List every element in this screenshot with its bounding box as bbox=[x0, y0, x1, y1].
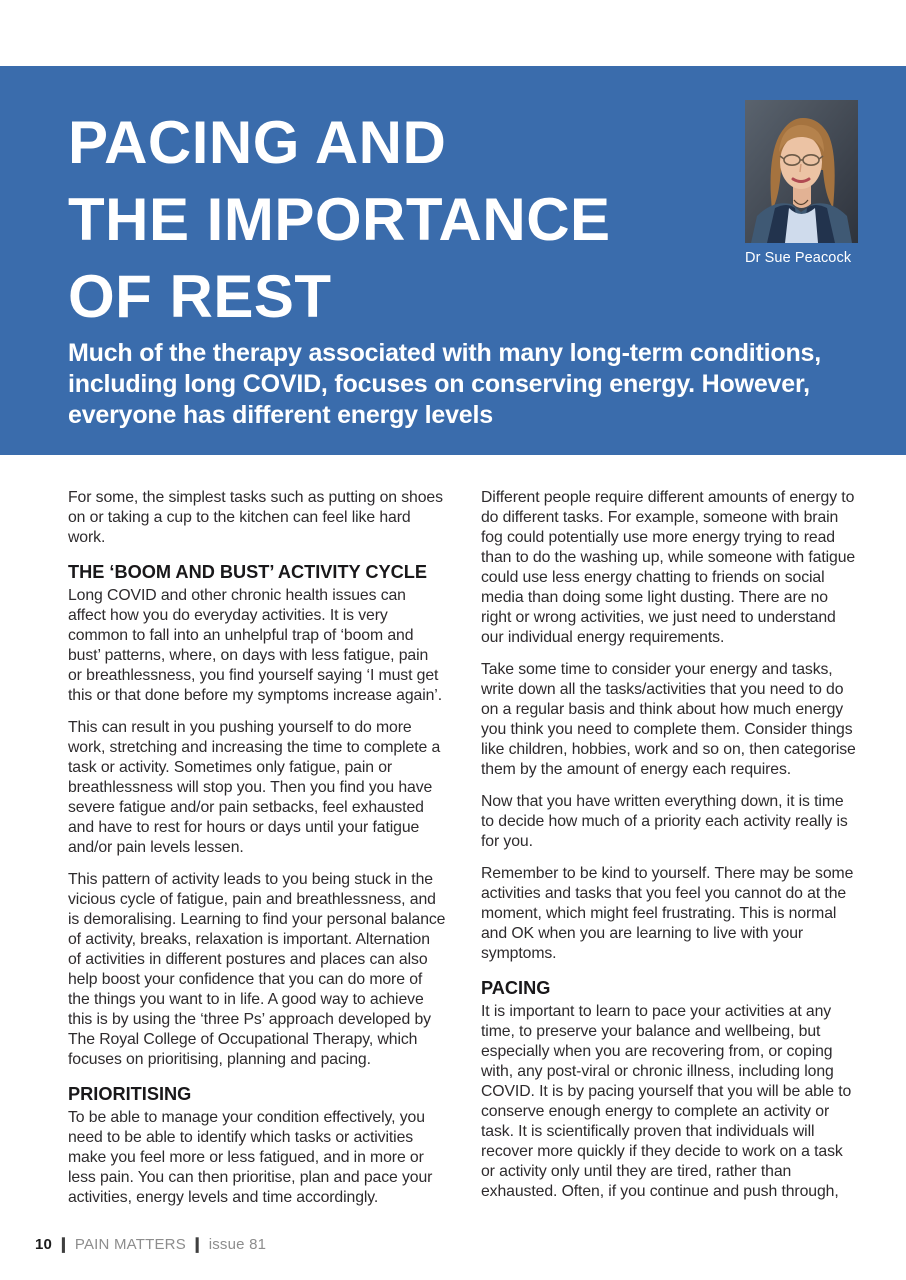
paragraph: Take some time to consider your energy and tasks, write down all the tasks/activities that you need to do on a regular basis and think about how much energy you think you need to complete them. Consider things like children, hobbies, work and so on, then categorise them by the amount of energy each requires. bbox=[481, 661, 856, 778]
paragraph: This pattern of activity leads to you being stuck in the vicious cycle of fatigue, pain and breathlessness, and is demoralising. Learning to find your personal balance of activity, breaks, relaxation is important. Alternation of activities in different postures and places can also help boost your confidence that you can do more of the things you want to in life. A good way to achieve this is by using the ‘three Ps’ approach developed by The Royal College of Occupational Therapy, which focuses on prioritising, planning and pacing. bbox=[68, 871, 446, 1068]
page-title bbox=[68, 104, 611, 335]
title-line-1: PACING AND bbox=[68, 109, 447, 176]
paragraph: For some, the simplest tasks such as putting on shoes on or taking a cup to the kitchen can feel like hard work. bbox=[68, 489, 443, 546]
paragraph: This can result in you pushing yourself to do more work, stretching and increasing the time to complete a task or activity. Sometimes only fatigue, pain or breathlessness will stop you. Then you find you have severe fatigue and/or pain setbacks, feel exhausted and have to rest for hours or days until your fatigue and/or pain levels lessen. bbox=[68, 719, 441, 856]
paragraph: It is important to learn to pace your activities at any time, to preserve your balance and wellbeing, but especially when you are recovering from, or coping with, any post-viral or chronic illness, including long COVID. It is by pacing yourself that you will be able to conserve enough energy to complete an activity or task. It is scientifically proven that individuals will recover more quickly if they decide to work on a task or activity only until they are tired, rather than exhausted. Often, if you continue and push through, bbox=[481, 1003, 852, 1200]
article-column-right bbox=[481, 488, 859, 1214]
article-column-left bbox=[68, 488, 446, 1220]
footer-separator-icon: ❙ bbox=[190, 1236, 204, 1253]
footer-separator-icon: ❙ bbox=[57, 1236, 70, 1253]
paragraph: To be able to manage your condition effectively, you need to be able to identify which tasks or activities make you feel more or less fatigued, and in more or less pain. You can then prioritise, plan and pace your activities, energy levels and time accordingly. bbox=[68, 1109, 433, 1206]
paragraph: Remember to be kind to yourself. There may be some activities and tasks that you feel you cannot do at the moment, which might feel frustrating. This is normal and OK when you are learning to live with your symptoms. bbox=[481, 865, 854, 962]
header-banner bbox=[0, 66, 906, 455]
paragraph: Different people require different amounts of energy to do different tasks. For example, someone with brain fog could potentially use more energy trying to read than to do the washing up, while someone with fatigue could use less energy chatting to friends on social media than doing some light dusting. There are no right or wrong activities, we just need to understand our individual energy requirements. bbox=[481, 489, 856, 646]
paragraph: Long COVID and other chronic health issues can affect how you do everyday activities. It is very common to fall into an unhelpful trap of ‘boom and bust’ patterns, where, on days with less fatigue, pain or breathlessness, you find yourself saying ‘I must get this or that done before my symptoms increase again’. bbox=[68, 587, 443, 704]
author-photo-block bbox=[745, 100, 858, 267]
issue-label: issue 81 bbox=[208, 1236, 267, 1253]
standfirst: Much of the therapy associated with many long-term conditions, including long COVID, focuses on conserving energy. However, everyone has different energy levels bbox=[68, 339, 821, 429]
section-heading-prioritising: PRIORITISING bbox=[68, 1084, 192, 1104]
paragraph: Now that you have written everything down, it is time to decide how much of a priority each activity really is for you. bbox=[481, 793, 848, 850]
author-photo bbox=[745, 100, 858, 243]
title-line-2: THE IMPORTANCE bbox=[68, 186, 611, 253]
page-footer bbox=[35, 1236, 266, 1254]
magazine-name: PAIN MATTERS bbox=[74, 1236, 186, 1253]
section-heading-pacing: PACING bbox=[481, 978, 551, 998]
title-line-3: OF REST bbox=[68, 263, 332, 330]
section-heading-boom-and-bust: THE ‘BOOM AND BUST’ ACTIVITY CYCLE bbox=[68, 562, 428, 582]
page-number: 10 bbox=[35, 1236, 53, 1253]
photo-caption: Dr Sue Peacock bbox=[745, 250, 852, 266]
